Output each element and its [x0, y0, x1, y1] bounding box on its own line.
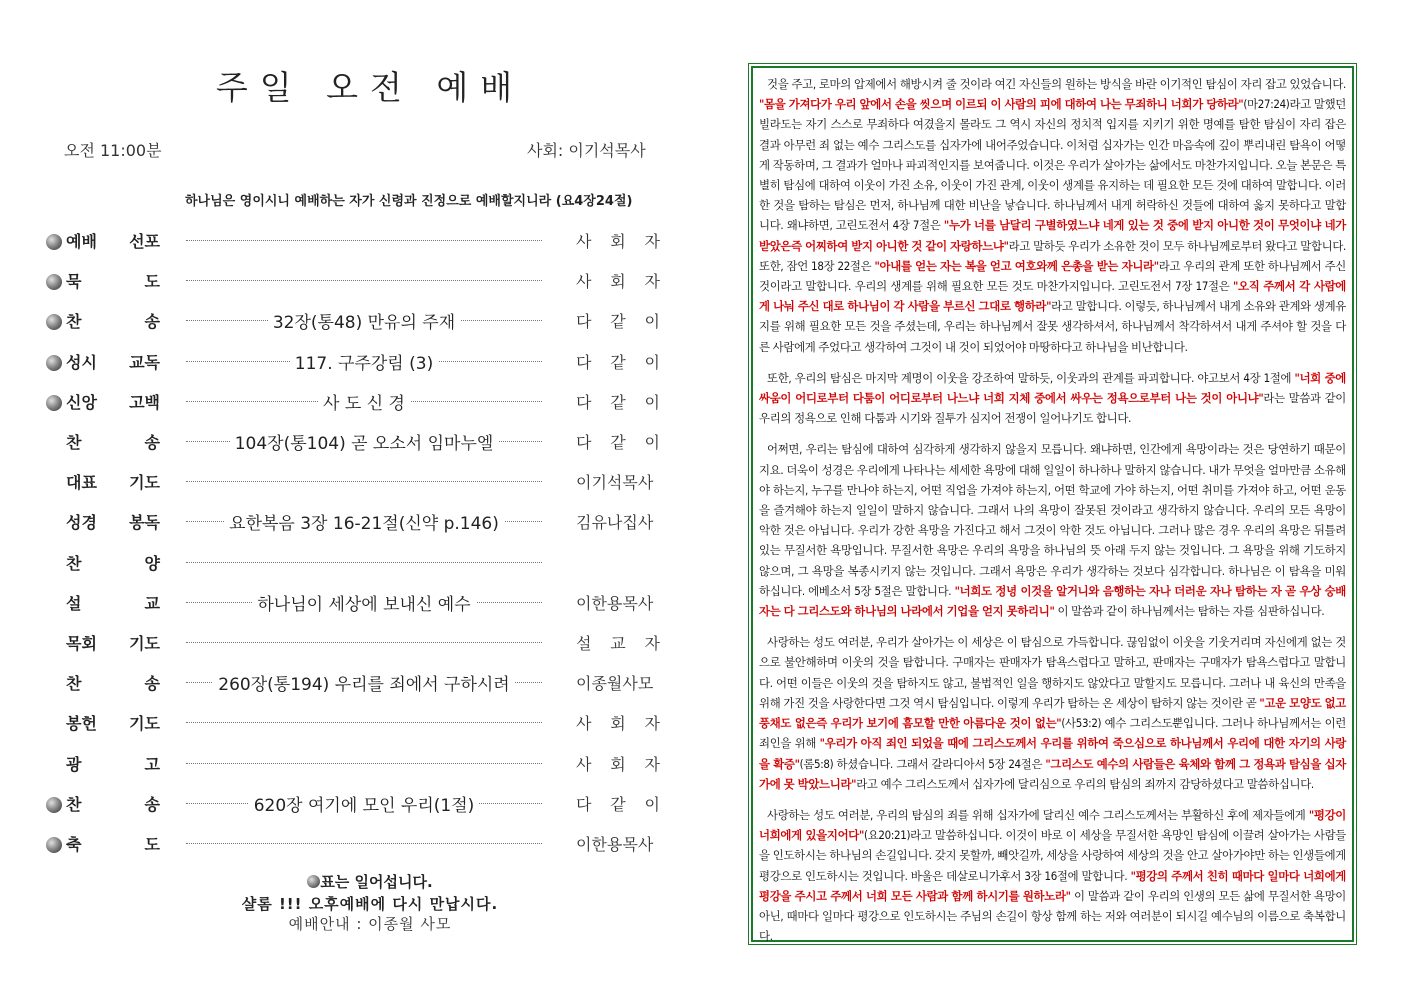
greeting: 샬롬 !!! 오후예배에 다시 만납시다. [241, 895, 499, 913]
scripture-quote: "몸을 가져다가 우리 앞에서 손을 씻으며 이르되 이 사람의 피에 대하여 나는 무죄하니 너희가 당하라" [759, 97, 1244, 112]
bullet-icon [307, 875, 320, 888]
order-row [46, 668, 666, 698]
order-item-word: 양 [144, 553, 160, 573]
order-item-word: 예배 [66, 232, 97, 251]
order-item-name [66, 832, 160, 855]
bullet-icon [46, 837, 62, 853]
order-item-word: 도 [144, 835, 160, 854]
service-host: 사회: 이기석목사 [527, 141, 646, 160]
order-item-person: 다 같 이 [576, 312, 660, 332]
sermon-paragraph [759, 368, 1346, 429]
order-item-content [186, 349, 542, 374]
order-item-person: 김유나집사 [576, 513, 654, 533]
sermon-text-run: 라고 말합니다. 이렇듯, 하나님께서 내게 소유와 관계와 생계유지를 위해 필요한 모든 것을 주셨는데, 우리는 하나님께서 잘못 생각하셔서, 하나님께서 착각하셔서 내게 주셔야 할 것을 다른 사람에게 주었다고 생각하여 그것이 내 것이 되었어야 마땅하다고 하나님을 비난합니다. [759, 299, 1347, 354]
order-item-word: 송 [144, 433, 160, 452]
sermon-text-run: 어쩌면, 우리는 탐심에 대하여 심각하게 생각하지 않을지 모릅니다. 왜냐하면, 인간에게 욕망이라는 것은 당연하기 때문이지요. 더욱이 성경은 우리에게 나타나는 세세한 욕망에 대해 일일이 하나하나 말하지 않습니다. 내가 무엇을 얼마만큼 소유해야 하는지, 누구를 만나야 하는지, 어떤 직업을 가져야 하는지, 어떤 학교에 가야 하는지, 어떤 취미를 가져야 하고, 어떤 운동을 즐겨해야 하는지 일일이 말하지 않습니다. 그래서 나의 욕망이 잘못된 것이라고 생각하지 않습니다. 우리의 모든 욕망이 악한 것은 아닙니다. 우리가 강한 욕망을 가진다고 해서 그것이 악한 것도 아닙니다. 그러나 많은 경우 우리의 욕망은 뒤틀려 있는 무질서한 욕망입니다. 무질서한 욕망은 우리의 욕망을 하나님의 뜻 아래 두지 않는 것입니다. 그 욕망을 위해 기도하지 않으며, 그 욕망을 복종시키지 않는 것입니다. 그래서 욕망은 우리가 생각하는 것보다 심각합니다. 하나님은 이 탐욕을 미워하십니다. 에베소서 5장 5절은 말합니다. [759, 442, 1346, 598]
order-row [46, 266, 666, 296]
order-item-word: 광 [66, 754, 82, 774]
order-item-person: 다 같 이 [576, 794, 660, 814]
sermon-paragraph [759, 74, 1346, 357]
order-item-name [66, 350, 160, 373]
sermon-text-run: 라고 예수 그리스도께서 십자가에 달리심으로 우리의 탐심의 죄까지 감당하셨다고 말씀하십니다. [856, 776, 1314, 791]
dotted-leader [186, 280, 542, 281]
order-item-content [186, 389, 542, 414]
order-item-word: 기도 [129, 473, 160, 493]
order-item-word: 기도 [129, 634, 160, 653]
scripture-quote: "그리스도 예수의 사람들은 육체와 함께 그 정욕과 탐심을 십자가에 못 박았느니라" [759, 756, 1346, 791]
order-item-word: 찬 [66, 794, 82, 814]
order-item-person: 이기석목사 [576, 473, 654, 493]
order-item-word: 성시 [66, 352, 97, 372]
sermon-text-run: 이 말씀과 같이 하나님께서는 탐하는 자를 심판하십니다. [1054, 604, 1325, 619]
order-row [46, 347, 666, 377]
dotted-leader [186, 642, 542, 643]
order-item-content-text: 요한복음 3장 16-21절(신약 p.146) [224, 514, 504, 534]
sermon-text-run: 이 말씀과 같이 우리의 인생의 모든 삶에 무질서한 욕망이 아닌, 때마다 일마다 평강으로 인도하시는 주님의 손길이 항상 함께 하는 저와 여러분이 되시길 예수님의 이름으로 축복합니다. [759, 888, 1346, 944]
order-item-name [66, 229, 160, 252]
scripture-quote: "너희 중에 싸움이 어디로부터 다툼이 어디로부터 나느냐 너희 지체 중에서 싸우는 정욕으로부터 나는 것이 아니냐" [759, 370, 1346, 406]
bullet-icon [46, 395, 62, 411]
sermon-text-run: (마27:24)라고 말했던 빌라도는 자기 스스로 무죄하다 여겼을지 몰라도 그 역시 자신의 정치적 입지를 지키기 위한 명예를 탐한 탐심이 자리 잡은 결과 아무런 죄 없는 예수 그리스도를 십자가에 내어주었습니다. 이처럼 십자가는 인간 마음속에 깊이 뿌리내린 탐욕이 어떻게 작동하며, 그 결과가 얼마나 파괴적인지를 보여줍니다. 이것은 우리가 살아가는 삶에서도 마찬가지입니다. 오늘 본문은 특별히 탐심에 대하여 이웃이 가진 소유, 이웃이 가진 관계, 이웃이 생계를 유지하는 데 필요한 모든 것에 대하여 말합니다. 이러한 것을 탐하는 탐심은 먼저, 하나님께 대한 비난을 낳습니다. 하나님께서 내게 허락하신 것들에 대하여 옳지 못하다고 말합니다. 왜냐하면, 고린도전서 4장 7절은 [759, 97, 1346, 233]
order-item-person: 이한용목사 [576, 835, 654, 854]
order-row [46, 548, 666, 578]
order-item-word: 찬 [66, 674, 82, 694]
order-item-word: 축 [66, 835, 82, 854]
bullet-icon [46, 797, 62, 813]
order-item-person: 다 같 이 [576, 433, 660, 452]
order-item-word: 찬 [66, 553, 82, 573]
order-item-name [66, 470, 160, 493]
order-item-word: 성경 [66, 513, 97, 533]
worship-guide: 예배안내 : 이종월 사모 [288, 915, 452, 933]
order-item-content-text: 사 도 신 경 [318, 394, 410, 414]
order-item-word: 묵 [66, 272, 82, 292]
order-row [46, 306, 666, 336]
order-item-word: 송 [144, 674, 160, 694]
dotted-leader [186, 240, 542, 241]
sermon-text-run: (사53:2) 예수 그리스도뿐입니다. 그러나 하나님께서는 이런 죄인을 위해 [759, 716, 1346, 751]
sermon-text-run: 사랑하는 성도 여러분, 우리가 살아가는 이 세상은 이 탐심으로 가득합니다. 끊임없이 이웃을 기웃거리며 자신에게 없는 것으로 불안해하며 이웃의 것을 탐합니다. 구매자는 판매자가 탐욕스럽다고 말하고, 판매자는 구매자가 탐욕스럽다고 말합니다. 어떤 이들은 이웃의 것을 탐하지도 않고, 불법적인 일을 행하지도 않았다고 말할지도 모릅니다. 그러나 내 육신의 만족을 위해 가진 것을 사랑한다면 그것 역시 탐심입니다. 이렇게 우리가 탐하는 온 세상이 탐하지 않는 것이란 곧 [759, 635, 1346, 710]
order-item-content [186, 791, 542, 816]
scripture-quote: "너희도 정녕 이것을 알거니와 음행하는 자나 더러운 자나 탐하는 자 곧 우상 숭배자는 다 그리스도와 하나님의 나라에서 기업을 얻지 못하리니" [759, 583, 1346, 619]
scripture-quote: "오직 주께서 각 사람에게 나눠 주신 대로 하나님이 각 사람을 부르신 그대로 행하라" [759, 279, 1346, 314]
page-title: 주일 오전 예배 [215, 68, 525, 107]
order-item-name [66, 430, 160, 453]
order-item-name [66, 269, 160, 292]
order-item-content-text: 260장(통194) 우리를 죄에서 구하시려 [213, 675, 514, 695]
scripture-quote: "아내를 얻는 자는 복을 얻고 여호와께 은총을 받는 자니라" [874, 258, 1159, 273]
order-row [46, 749, 666, 779]
order-item-name [66, 510, 160, 533]
order-item-name [66, 631, 160, 654]
order-item-content [186, 308, 542, 333]
order-row [46, 708, 666, 738]
order-item-word: 교독 [129, 352, 160, 372]
order-row [46, 628, 666, 658]
order-item-content [186, 429, 542, 454]
order-row [46, 427, 666, 457]
order-item-word: 선포 [129, 232, 160, 251]
order-item-word: 봉헌 [66, 714, 97, 734]
order-row [46, 588, 666, 618]
sermon-paragraph [759, 805, 1346, 946]
dotted-leader [186, 481, 542, 482]
order-item-word: 봉독 [129, 513, 160, 533]
dotted-leader [186, 843, 542, 844]
order-item-content-text: 하나님이 세상에 보내신 예수 [252, 595, 475, 615]
order-row [46, 467, 666, 497]
sermon-text-run: 라는 말씀과 같이 우리의 정욕으로 인해 다툼과 시기와 질투가 심지어 전쟁이 일어나기도 합니다. [759, 391, 1346, 426]
order-item-word: 신앙 [66, 392, 97, 412]
dotted-leader [186, 722, 542, 723]
order-item-word: 찬 [66, 433, 82, 452]
order-item-word: 기도 [129, 714, 160, 734]
order-item-content-text: 104장(통104) 곧 오소서 임마누엘 [230, 434, 499, 454]
order-item-name [66, 591, 160, 614]
order-item-content-text: 32장(통48) 만유의 주재 [268, 313, 460, 333]
order-item-name [66, 711, 160, 734]
sermon-paragraph [759, 439, 1346, 621]
order-item-person: 사 회 자 [576, 232, 660, 251]
sermon-text-run: 것을 주고, 로마의 압제에서 해방시켜 줄 것이라 여긴 자신들의 원하는 방식을 바란 이기적인 탐심이 자리 잡고 있었습니다. [767, 77, 1346, 91]
order-item-word: 대표 [66, 473, 97, 493]
sermon-paragraph [759, 632, 1346, 794]
sermon-text-run: (롬5:8) 하셨습니다. 그래서 갈라디아서 5장 24절은 [799, 756, 1046, 771]
order-item-person: 설 교 자 [576, 634, 660, 653]
scripture-quote: "평강의 주께서 친히 때마다 일마다 너희에게 평강을 주시고 주께서 너희 모든 사람과 함께 하시기를 원하노라" [759, 868, 1347, 903]
theme-verse: 하나님은 영이시니 예배하는 자가 신령과 진정으로 예배할지니라 (요4장24절) [185, 194, 633, 209]
order-item-word: 설 [66, 593, 82, 613]
order-item-word: 고백 [129, 392, 160, 412]
scripture-quote: "우리가 아직 죄인 되었을 때에 그리스도께서 우리를 위하여 죽으심으로 하나님께서 우리에 대한 자기의 사랑을 확증" [759, 736, 1347, 771]
order-item-word: 고 [144, 754, 160, 774]
service-time: 오전 11:00분 [64, 141, 162, 160]
bullet-icon [46, 314, 62, 330]
order-item-word: 도 [144, 272, 160, 292]
stand-note-text: 표는 일어섭니다. [320, 873, 433, 891]
order-item-content [186, 670, 542, 695]
bullet-icon [46, 234, 62, 250]
order-row [46, 507, 666, 537]
order-item-person: 다 같 이 [576, 392, 660, 412]
order-item-content [186, 509, 542, 534]
order-item-name [66, 390, 160, 413]
sermon-text-run: 라고 말하듯 우리가 소유한 것이 모두 하나님께로부터 왔다고 말합니다. 또한, 잠언 18장 22절은 [759, 238, 1347, 273]
order-item-name [66, 551, 160, 574]
sermon-text-run: 사랑하는 성도 여러분, 우리의 탐심의 죄를 위해 십자가에 달리신 예수 그리스도께서는 부활하신 후에 제자들에게 [767, 807, 1309, 822]
order-row [46, 789, 666, 819]
sermon-text [759, 74, 1347, 944]
scripture-quote: "고운 모양도 없고 풍채도 없은즉 우리가 보기에 흠모할 만한 아름다운 것이 없는" [759, 695, 1346, 731]
sermon-text-run: 또한, 우리의 탐심은 마지막 계명이 이웃을 강조하여 말하듯, 이웃과의 관계를 파괴합니다. 야고보서 4장 1절에 [767, 370, 1295, 385]
order-row [46, 226, 666, 256]
order-item-person: 이한용목사 [576, 593, 654, 613]
order-item-name [66, 309, 160, 332]
sermon-box [751, 66, 1354, 942]
order-item-name [66, 792, 160, 815]
order-item-person: 사 회 자 [576, 714, 660, 734]
dotted-leader [186, 763, 542, 764]
order-row [46, 387, 666, 417]
order-item-content-text: 117. 구주강림 (3) [290, 354, 438, 374]
order-item-person: 사 회 자 [576, 754, 660, 774]
bullet-icon [46, 274, 62, 290]
order-row [46, 829, 666, 859]
order-item-name [66, 671, 160, 694]
scripture-quote: "누가 너를 남달리 구별하였느냐 네게 있는 것 중에 받지 아니한 것이 무엇이냐 네가 받았은즉 어찌하여 받지 아니한 것 같이 자랑하느냐" [759, 218, 1346, 253]
order-item-word: 송 [144, 794, 160, 814]
order-item-word: 목회 [66, 634, 97, 653]
sermon-text-run: 라고 우리의 관계 또한 하나님께서 주신 것이라고 말합니다. 우리의 생계를 위해 필요한 모든 것도 마찬가지입니다. 고린도전서 7장 17절은 [759, 258, 1346, 294]
order-item-content-text: 620장 여기에 모인 우리(1절) [249, 796, 480, 816]
sermon-text-run: (요20:21)라고 말씀하십니다. 이것이 바로 이 세상을 무질서한 욕망인 탐심에 이끌려 살아가는 사람들을 인도하시는 하나님의 손길입니다. 갖지 못할까, 빼앗길까, 세상을 사랑하여 세상의 것을 안고 살아가야만 하는 인생들에게 평강으로 인도하시는 것입니다. 바울은 데살로니가후서 3장 16절에 말합니다. [759, 828, 1346, 883]
order-item-person: 사 회 자 [576, 272, 660, 292]
order-item-word: 교 [144, 593, 160, 613]
order-item-word: 송 [144, 312, 160, 332]
order-item-person: 이종월사모 [576, 674, 654, 694]
dotted-leader [186, 562, 542, 563]
order-item-person: 다 같 이 [576, 352, 660, 372]
order-item-name [66, 752, 160, 775]
order-item-word: 찬 [66, 312, 82, 332]
bullet-icon [46, 355, 62, 371]
scripture-quote: "평강이 너희에게 있을지어다" [759, 807, 1346, 843]
stand-note [0, 871, 740, 892]
order-item-content [186, 590, 542, 615]
